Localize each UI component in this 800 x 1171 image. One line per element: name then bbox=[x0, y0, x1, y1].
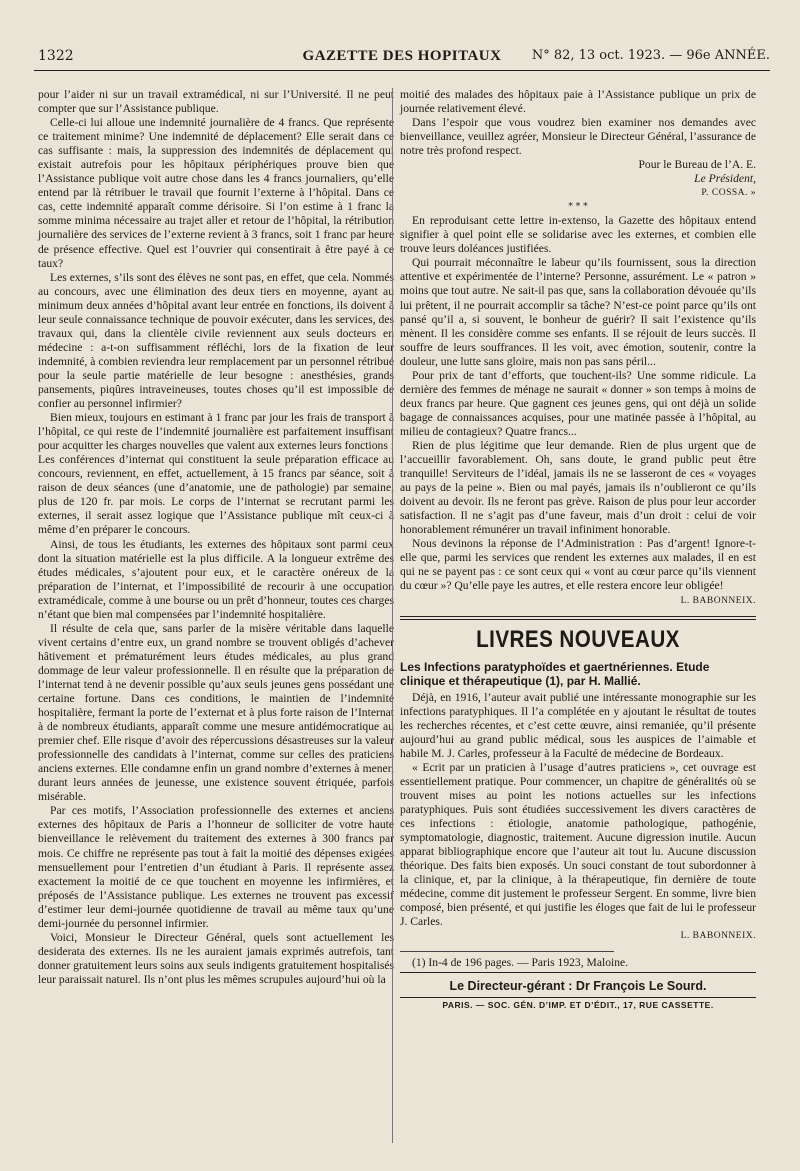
right-column bbox=[400, 88, 756, 1143]
paragraph: En reproduisant cette lettre in-extenso, la Gazette des hôpitaux entend signifier à quel point elle se solidarise avec les externes, et combien elle trouve leurs doléances justifiées. bbox=[400, 214, 756, 256]
paragraph: pour l’aider ni sur un travail extramédical, ni sur l’Université. Il ne peut compter que sur l’Assistance publique. bbox=[38, 88, 394, 116]
column-divider bbox=[392, 88, 393, 1143]
header-rule bbox=[34, 70, 770, 71]
paragraph: Voici, Monsieur le Directeur Général, quels sont actuellement les desiderata des externes. Ils ne les auraient jamais exprimés autrefois, tant donner gratuitement leurs soins aux seuls indigents gratuitement hospitalisés leur paraissait naturel. Ils n’ont plus les mêmes scrupules aujourd’hui où la bbox=[38, 930, 394, 986]
journal-title: GAZETTE DES HOPITAUX bbox=[302, 48, 502, 64]
footnote: (1) In-4 de 196 pages. — Paris 1923, Maloine. bbox=[412, 956, 629, 970]
issue-info: N° 82, 13 oct. 1923. — 96e ANNÉE. bbox=[531, 48, 770, 63]
paragraph: Rien de plus légitime que leur demande. Rien de plus urgent que de l’accueillir favorablement. Oh, sans doute, le grand public peut être tranquille! Serviteurs de l’idéal, jamais ils ne se lasseront de ces « voyages au pays de la peine ». Bien ou mal payés, jamais ils n’oublieront ce qu’ils doivent au devoir. Ils ne feront pas grève. Raison de plus pour leur accorder satisfaction. Il ne s’agit pas d’une faveur, mais d’un droit : celui de voir honorablement rémunérer un travail infiniment honorable. bbox=[400, 438, 756, 537]
left-column bbox=[38, 88, 394, 1143]
signature-president: Le Président, bbox=[694, 172, 756, 186]
paragraph: Bien mieux, toujours en estimant à 1 franc par jour les frais de transport à l’hôpital, ce qui reste de l’indemnité journalière est parfaitement insuffisant pour acquitter les charges nouvelles que valent aux externes leurs fonctions : Les conférences d’internat qui constituent la seule préparation efficace au concours, reviennent, en effet, actuellement, à 15 francs par séance, soit à raison de deux séances (une d’anatomie, une de pathologie) par semaine, plus de 120 fr. par mois. Le corps de l’internat se recrutant parmi les externes, il serait assez logique que l’Assistance publique mît ceux-ci à même d’en préparer le concours. bbox=[38, 411, 394, 537]
signature-name: P. COSSA. » bbox=[701, 188, 756, 199]
printer-credit: PARIS. — SOC. GÉN. D’IMP. ET D’ÉDIT., 17, RUE CASSETTE. bbox=[442, 1000, 714, 1011]
paragraph: Les externes, s’ils sont des élèves ne sont pas, en effet, que cela. Nommés au concours, avec une élimination des deux tiers en moyenne, ayant au minimum deux années d’hôpital avant leur entrée en fonctions, ils doivent à leur seule connaissance technique de pouvoir exécuter, dans les services, des travaux qui, dans la clientèle civile reviennent aux seuls docteurs en médecine : a-t-on suffisamment réfléchi, lors de la fixation de leur indemnité, à combien reviendra leur remplacement par un personnel rétribué pour la seule partie matérielle de leur besogne : anesthésies, grands pansements, piqûres intraveineuses, toutes choses qu’il est impossible de confier au personnel infirmier? bbox=[38, 270, 394, 411]
paragraph: moitié des malades des hôpitaux paie à l’Assistance publique un prix de journée relativement élevé. bbox=[400, 88, 756, 116]
paragraph: Par ces motifs, l’Association professionnelle des externes et anciens externes des hôpitaux de Paris a l’honneur de solliciter de votre haute bienveillance le relèvement du traitement des externes à 300 francs par mois. Ce chiffre ne représente pas tout à fait la moitié des dépenses exigées mensuellement pour l’entretien d’un étudiant à Paris. Il représente assez exactement la moitié de ce que touchent en moyenne les infirmières, et préposés de l’Assistance publique. Les externes ne trouvent pas excessif d’estimer leur demi-journée quotidienne de travail au même taux qu’une demi-journée du personnel infirmier. bbox=[38, 804, 394, 930]
section-title: LIVRES NOUVEAUX bbox=[476, 625, 680, 653]
imprint-rule bbox=[400, 997, 756, 998]
page-number: 1322 bbox=[38, 48, 74, 64]
paragraph: Qui pourrait méconnaître le labeur qu’ils fournissent, sous la direction attentive et expérimentée de l’interne? Personne, assurément. Le « patron » moins que tout autre. Ne sait-il pas que, sans la collaboration dévouée qu’ils lui prêtent, il ne pourrait accomplir sa tâche? N’est-ce point parce qu’ils ont pansé qu’il a, si souvent, le bonheur de guérir? Il sait l’existence qu’ils mènent. Il les considère comme ses enfants. Il se réjouit de leurs succès. Il souffre de leurs souffrances. Il les voit, avec émotion, soutenir, contre la douleur, une lutte sans gloire, mais non pas sans péril... bbox=[400, 256, 756, 368]
review-signature: L. BABONNEIX. bbox=[680, 931, 756, 942]
section-rule bbox=[400, 616, 756, 620]
paragraph: « Ecrit par un praticien à l’usage d’autres praticiens », cet ouvrage est essentiellement pratique. Pour commencer, un chapitre de généralités où se trouvent mises au point les notions actuelles sur les infections paratyphiques. Puis sont étudiées successivement les divers caractères de ces infections : étiologie, anatomie pathologique, pathogénie, symptomatologie, diagnostic, traitement. Aucune digression inutile. Aucun apparat bibliographique encore que l’auteur ait tout lu. Aucune discussion théorique. Des faits bien exposés. Un souci constant de tout subordonner à la clinique, et, par la clinique, à la thérapeutique, fin dernière de toute médecine, comme dit justement le professeur Sergent. En somme, livre bien composé, bien présenté, et qui justifie les éloges que fait de lui le professeur J. Carles. bbox=[400, 760, 756, 929]
paragraph: Dans l’espoir que vous voudrez bien examiner nos demandes avec bienveillance, veuillez agréer, Monsieur le Directeur Général, l’assurance de notre très profond respect. bbox=[400, 116, 756, 158]
review-title: Les Infections paratyphoïdes et gaertnériennes. Etude clinique et thérapeutique (1), par H. Mallié. bbox=[400, 659, 710, 688]
signature-bureau: Pour le Bureau de l’A. E. bbox=[638, 158, 756, 172]
paragraph: Ainsi, de tous les étudiants, les externes des hôpitaux sont parmi ceux dont la situation matérielle est la plus difficile. A la longueur extrême des études médicales, s’ajoutent pour eux, et le caractère onéreux de la préparation de l’internat, et l’impossibilité de recourir à une occupation extramédicale, comme à une bourse ou un prêt d’honneur, toutes ces charges n’étant que bien mal compensées par l’indemnité hospitalière. bbox=[38, 537, 394, 621]
page-header bbox=[34, 46, 770, 68]
imprint-rule bbox=[400, 972, 756, 973]
separator-stars: * * * bbox=[568, 202, 588, 213]
paragraph: Déjà, en 1916, l’auteur avait publié une intéressante monographie sur les infections paratyphiques. Il l’a complétée en y ajoutant le résultat de toutes les recherches récentes, et c’est cette œuvre, ainsi remaniée, qu’il présente aujourd’hui au grand public médical, sous les auspices de l’aimable et habile M. J. Carles, professeur à la Faculté de médecine de Bordeaux. bbox=[400, 690, 756, 760]
publisher-credit: Le Directeur-gérant : Dr François Le Sourd. bbox=[449, 979, 707, 994]
paragraph: Pour prix de tant d’efforts, que touchent-ils? Une somme ridicule. La dernière des femmes de ménage ne saurait « donner » son temps à moins de deux francs par heure. Que gagnent ces jeunes gens, qui ont déjà un solide bagage de connaissances acquises, pour une matinée passée à l’hôpital, au milieu de contagieux? Quatre francs... bbox=[400, 368, 756, 438]
commentary-signature: L. BABONNEIX. bbox=[680, 595, 756, 606]
paragraph: Il résulte de cela que, sans parler de la misère véritable dans laquelle vivent certains d’entre eux, un grand nombre se trouvent obligés d’achever hâtivement et prématurément leurs études médicales, au plus grand dommage de leur valeur professionnelle. Il en résulte que la préparation de l’internat tend à ne devenir possible qu’aux seuls jeunes gens possédant une certaine fortune. Dans ces conditions, le maintien de l’indemnité hospitalière, fermant la porte de l’externat et à plus forte raison de l’Internat à de nombreux étudiants, apparaît comme une mesure antidémocratique au premier chef. Elle risque d’avoir des répercussions désastreuses sur la valeur professionnelle des candidats à l’internat, comme sur celles des praticiens anciens externes. Elle condamne enfin un grand nombre d’externes à mener, durant leurs années de jeunesse, une existence souvent étriquée, parfois misérable. bbox=[38, 621, 394, 804]
paragraph: Nous devinons la réponse de l’Administration : Pas d’argent! Ignore-t-elle que, parmi les services que rendent les externes aux malades, il en est qui ne se payent pas : ce sont ceux qui « vont au cœur parce qu’ils viennent du cœur »? Qu’elle paye les autres, et elle restera encore leur obligée! bbox=[400, 537, 756, 593]
footnote-rule bbox=[400, 951, 614, 952]
paragraph: Celle-ci lui alloue une indemnité journalière de 4 francs. Que représente ce traitement minime? Une indemnité de déplacement? Elle serait dans ce cas suffisante : mais, la suppression des indemnités de déplacement qui existait autrefois pour les hôpitaux périphériques prouve bien que l’Assistance publique voit autre chose dans les 4 francs journaliers, qu’elle entend par là rétribuer le travail que fournit l’externe à l’hôpital. Dans ce cas, cette indemnité apparaît comme dérisoire. Si l’on estime à 1 franc la somme minima nécessaire au trajet aller et retour de l’hôpital, la rétribution journalière des services de l’externe revient à 3 francs, soit 1 franc par heure de présence effective. Quel est l’ouvrier qui consentirait à être payé à ce taux? bbox=[38, 116, 394, 270]
